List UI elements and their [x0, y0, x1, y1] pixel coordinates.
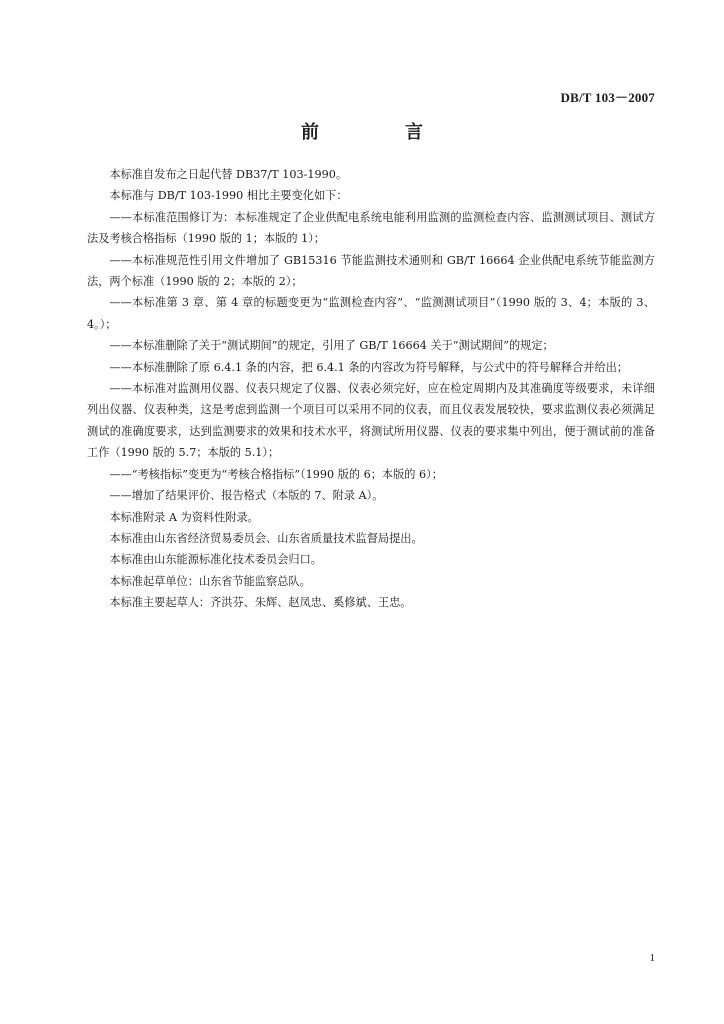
paragraph-clause-6-4-1: ——本标准删除了原 6.4.1 条的内容，把 6.4.1 条的内容改为符号解释，与公式中的符号解释合并给出；: [109, 360, 629, 374]
page-title: 前 言: [301, 122, 457, 143]
document-code: DB/T 103－2007: [560, 90, 655, 105]
paragraph-drafting-unit: 本标准起草单位：山东省节能监察总队。: [109, 574, 311, 588]
paragraph-result-evaluation: ——增加了结果评价、报告格式（本版的 7、附录 A）。: [109, 489, 384, 503]
paragraph-drafters: 本标准主要起草人：齐洪芬、朱辉、赵凤忠、奚修斌、王忠。: [109, 596, 412, 610]
paragraph-assessment-indicators: ——“考核指标”变更为“考核合格指标”（1990 版的 6；本版的 6）；: [109, 467, 443, 481]
paragraph-test-period: ——本标准删除了关于“测试期间”的规定，引用了 GB/T 16664 关于“测试期间”的规定；: [109, 339, 554, 353]
paragraph-appendix: 本标准附录 A 为资料性附录。: [109, 510, 259, 524]
page-number: 1: [649, 952, 655, 964]
paragraph-scope-change: ——本标准范围修订为：本标准规定了企业供配电系统电能利用监测的监测检查内容、监测测试项目、测试方法及考核合格指标（1990 版的 1；本版的 1）；: [87, 210, 655, 246]
paragraph-changes-intro: 本标准与 DB/T 103-1990 相比主要变化如下：: [109, 189, 348, 203]
paragraph-normative-references: ——本标准规范性引用文件增加了 GB15316 节能监测技术通则和 GB/T 16664 企业供配电系统节能监测方法，两个标准（1990 版的 2；本版的 2）；: [87, 253, 655, 289]
foreword-body: [87, 164, 655, 614]
paragraph-instruments: ——本标准对监测用仪器、仪表只规定了仪器、仪表必须完好，应在检定周期内及其准确度等级要求，未详细列出仪器、仪表种类，这是考虑到监测一个项目可以采用不同的仪表，而且仪表发展较快，要求监测仪表必须满足测试的准确度要求，达到监测要求的效果和技术水平，将测试所用仪器、仪表的要求集中列出，便于测试前的准备工作（1990 版的 5.7；本版的 5.1）；: [87, 382, 655, 460]
paragraph-centralized-by: 本标准由山东能源标准化技术委员会归口。: [109, 553, 322, 567]
paragraph-replacement: 本标准自发布之日起代替 DB37/T 103-1990。: [109, 168, 348, 181]
paragraph-proposer: 本标准由山东省经济贸易委员会、山东省质量技术监督局提出。: [109, 531, 423, 545]
paragraph-chapter-titles: ——本标准第 3 章、第 4 章的标题变更为“监测检查内容”、“监测测试项目”（1990 版的 3、4；本版的 3、4。）；: [87, 296, 655, 331]
